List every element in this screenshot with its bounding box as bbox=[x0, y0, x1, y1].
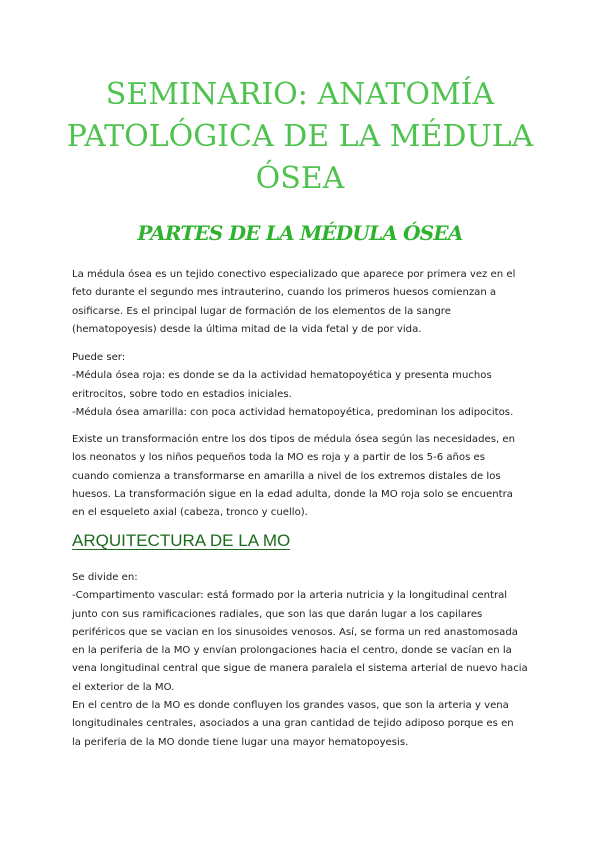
architecture-paragraph bbox=[72, 569, 532, 752]
text-line: En el centro de la MO es donde confluyen los grandes vasos, que son la arteria y vena bbox=[72, 700, 509, 712]
types-paragraph bbox=[72, 349, 532, 422]
text-line: La médula ósea es un tejido conectivo especializado que aparece por primera vez en el bbox=[72, 269, 516, 280]
text-line: longitudinales centrales, asociados a una gran cantidad de tejido adiposo porque es en bbox=[72, 718, 514, 730]
document-title: SEMINARIO: ANATOMÍA PATOLÓGICA DE LA MÉDULA ÓSEA bbox=[66, 77, 534, 196]
text-line: junto con sus ramificaciones radiales, que son las que darán lugar a los capilares bbox=[72, 608, 483, 620]
text-line: la periferia de la MO donde tiene lugar una mayor hematopoyesis. bbox=[72, 736, 409, 748]
text-line: en la periferia de la MO y envían prolongaciones hacia el centro, donde se vacían en la bbox=[72, 645, 512, 657]
text-line: osificarse. Es el principal lugar de formación de los elementos de la sangre bbox=[72, 305, 451, 317]
text-line: Existe un transformación entre los dos tipos de médula ósea según las necesidades, en bbox=[72, 434, 515, 445]
text-line: cuando comienza a transformarse en amarilla a nivel de los extremos distales de los bbox=[72, 470, 501, 482]
text-line: -Médula ósea amarilla: con poca actividad hematopoyética, predominan los adipocitos. bbox=[72, 406, 514, 418]
text-line: eritrocitos, sobre todo en estadios iniciales. bbox=[72, 388, 292, 400]
text-line: Puede ser: bbox=[72, 352, 126, 363]
section-heading: ARQUITECTURA DE LA MO bbox=[72, 531, 291, 550]
text-line: en el esqueleto axial (cabeza, tronco y cuello). bbox=[72, 507, 308, 519]
intro-paragraph bbox=[72, 266, 532, 339]
text-line: los neonatos y los niños pequeños toda la MO es roja y a partir de los 5-6 años es bbox=[72, 452, 486, 464]
text-line: feto durante el segundo mes intrauterino, cuando los primeros huesos comienzan a bbox=[72, 287, 497, 299]
text-line: periféricos que se vacian en los sinusoides venosos. Así, se forma un red anastomosada bbox=[72, 626, 518, 638]
text-line: -Médula ósea roja: es donde se da la actividad hematopoyética y presenta muchos bbox=[72, 370, 492, 382]
text-line: (hematopoyesis) desde la última mitad de la vida fetal y de por vida. bbox=[72, 323, 422, 335]
text-line: huesos. La transformación sigue en la edad adulta, donde la MO roja solo se encuentra bbox=[72, 488, 513, 500]
text-line: el exterior de la MO. bbox=[72, 681, 175, 693]
section-subtitle: PARTES DE LA MÉDULA ÓSEA bbox=[137, 221, 463, 245]
transformation-paragraph bbox=[72, 431, 532, 522]
text-line: vena longitudinal central que sigue de manera paralela el sistema arterial de nuevo hacia bbox=[72, 663, 528, 675]
text-line: -Compartimento vascular: está formado por la arteria nutricia y la longitudinal central bbox=[72, 590, 508, 602]
text-line: Se divide en: bbox=[72, 572, 138, 583]
